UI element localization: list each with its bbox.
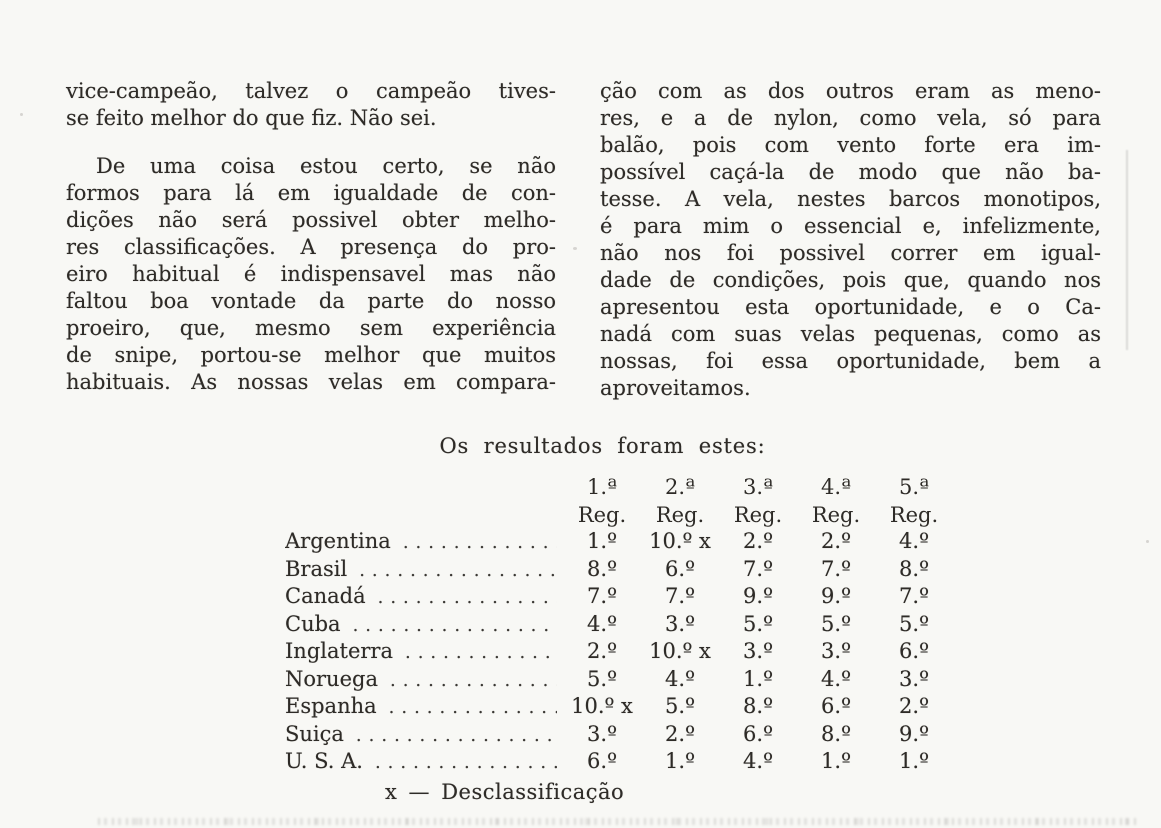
placing-cell: 2.º (899, 694, 929, 718)
placing-cell: 10.º x (649, 639, 711, 663)
table-row (285, 584, 953, 612)
placing-cell: 7.º (821, 556, 851, 581)
country-name: Argentina (285, 529, 391, 553)
paragraph (66, 153, 556, 396)
country-cell (285, 584, 563, 608)
table-row (285, 749, 953, 777)
placing-cell: 6.º (899, 639, 929, 663)
regatta-number-header: 4.ª (820, 475, 851, 499)
regatta-number-header: 3.ª (742, 475, 773, 499)
placing-cell: 4.º (587, 611, 617, 636)
country-cell (285, 667, 563, 691)
table-header-labels (563, 502, 953, 530)
dot-leader (359, 560, 557, 581)
text-line: eiro habitual é indispensavel mas não (66, 262, 556, 286)
text-line: nadá com suas velas pequenas, como as (600, 322, 1101, 346)
text-line: habituais. As nossas velas em compara- (66, 370, 556, 394)
placing-cell: 3.º (665, 611, 695, 636)
country-cell (285, 749, 563, 773)
regatta-number-header: 1.ª (586, 475, 617, 499)
country-name: Canadá (285, 584, 366, 608)
results-heading: Os resultados foram estes: (439, 434, 766, 458)
placing-cell: 3.º (587, 721, 617, 746)
text-column-left (66, 78, 556, 396)
placing-cell: 8.º (899, 556, 929, 581)
text-line: res classificações. A presença do pro- (66, 235, 556, 259)
country-cell (285, 612, 563, 636)
text-line: formos para lá em igualdade de con- (66, 181, 556, 205)
placing-cell: 1.º (899, 749, 929, 773)
placing-cell: 2.º (587, 639, 617, 663)
text-line: ção com as dos outros eram as meno- (600, 79, 1101, 103)
regatta-number-header: 5.ª (898, 475, 929, 499)
placing-cell: 7.º (743, 556, 773, 581)
country-name: U. S. A. (285, 749, 363, 773)
table-row (285, 612, 953, 640)
country-cell (285, 722, 563, 746)
table-header-numbers (563, 474, 953, 502)
placing-cell: 5.º (587, 666, 617, 691)
placing-cell: 6.º (743, 721, 773, 746)
placing-cell: 4.º (821, 666, 851, 691)
text-line: apresentou esta oportunidade, e o Ca- (600, 295, 1101, 319)
text-line: se feito melhor do que fiz. Não sei. (66, 106, 437, 130)
placing-cell: 10.º x (571, 694, 633, 718)
table-row (285, 694, 953, 722)
paper-speck (20, 113, 23, 116)
table-row (285, 667, 953, 695)
text-line: é para mim o essencial e, infelizmente, (600, 214, 1101, 238)
placing-cell: 9.º (899, 721, 929, 746)
placing-cell: 5.º (899, 611, 929, 636)
placing-cell: 8.º (821, 721, 851, 746)
text-column-right (600, 78, 1101, 402)
placing-cell: 6.º (587, 749, 617, 773)
text-line: não nos foi possivel correr em igual- (600, 241, 1101, 265)
dot-leader (390, 670, 557, 691)
placing-cell: 2.º (665, 721, 695, 746)
placing-cell: 5.º (821, 611, 851, 636)
table-row (285, 557, 953, 585)
country-cell (285, 557, 563, 581)
text-line: dições não será possivel obter melho- (66, 208, 556, 232)
placing-cell: 1.º (587, 529, 617, 553)
placing-cell: 4.º (743, 749, 773, 773)
regatta-label-header: Reg. (811, 502, 861, 527)
country-name: Suiça (285, 721, 344, 746)
placing-cell: 6.º (821, 694, 851, 718)
placing-cell: 7.º (587, 584, 617, 608)
text-line: vice-campeão, talvez o campeão tives- (66, 79, 556, 103)
country-name: Inglaterra (285, 639, 393, 663)
dot-leader (353, 615, 557, 636)
placing-cell: 7.º (665, 584, 695, 608)
table-body (285, 529, 953, 777)
paper-speck (573, 247, 577, 250)
placing-cell: 9.º (743, 584, 773, 608)
table-row (285, 639, 953, 667)
text-line: de snipe, portou-se melhor que muitos (66, 343, 556, 367)
table-row (285, 529, 953, 557)
placing-cell: 3.º (821, 639, 851, 663)
table-footnote: x — Desclassificação (385, 779, 625, 804)
dot-leader (389, 697, 557, 718)
text-line: res, e a de nylon, como vela, só para (600, 106, 1101, 130)
regatta-label-header: Reg. (733, 502, 783, 527)
cutoff-text-artifact (98, 818, 1137, 825)
text-line: faltou boa vontade da parte do nosso (66, 289, 556, 313)
paragraph (66, 78, 556, 132)
text-line: balão, pois com vento forte era im- (600, 133, 1101, 157)
placing-cell: 5.º (665, 694, 695, 718)
placing-cell: 9.º (821, 584, 851, 608)
paper-speck (1146, 540, 1149, 543)
placing-cell: 4.º (665, 666, 695, 691)
text-line: tesse. A vela, nestes barcos monotipos, (600, 187, 1101, 211)
dot-leader (356, 725, 557, 746)
table-row (285, 722, 953, 750)
text-line: De uma coisa estou certo, se não (96, 154, 556, 178)
placing-cell: 1.º (821, 749, 851, 773)
country-name: Noruega (285, 666, 378, 691)
country-name: Brasil (285, 556, 348, 581)
placing-cell: 5.º (743, 611, 773, 636)
text-line: dade de condições, pois que, quando nos (600, 268, 1101, 292)
regatta-label-header: Reg. (655, 502, 705, 527)
regatta-label-header: Reg. (889, 502, 939, 527)
results-table (285, 474, 953, 806)
placing-cell: 8.º (587, 556, 617, 581)
regatta-label-header: Reg. (577, 502, 627, 527)
placing-cell: 8.º (743, 694, 773, 718)
page-fold-line (1126, 150, 1128, 350)
placing-cell: 1.º (665, 749, 695, 773)
country-name: Espanha (285, 694, 377, 718)
regatta-number-header: 2.ª (664, 475, 695, 499)
country-cell (285, 529, 563, 553)
dot-leader (403, 532, 557, 553)
text-line: proeiro, que, mesmo sem experiência (66, 316, 556, 340)
placing-cell: 10.º x (649, 529, 711, 553)
paragraph (600, 78, 1101, 402)
country-cell (285, 694, 563, 718)
country-name: Cuba (285, 611, 341, 636)
dot-leader (375, 752, 557, 773)
placing-cell: 2.º (743, 529, 773, 553)
placing-cell: 6.º (665, 556, 695, 581)
placing-cell: 4.º (899, 529, 929, 553)
placing-cell: 1.º (743, 666, 773, 691)
dot-leader (378, 587, 557, 608)
dot-leader (405, 642, 557, 663)
placing-cell: 7.º (899, 584, 929, 608)
text-line: possível caçá-la de modo que não ba- (600, 160, 1101, 184)
placing-cell: 3.º (899, 666, 929, 691)
placing-cell: 3.º (743, 639, 773, 663)
text-line: nossas, foi essa oportunidade, bem a (600, 349, 1101, 373)
country-cell (285, 639, 563, 663)
text-line: aproveitamos. (600, 376, 751, 400)
placing-cell: 2.º (821, 529, 851, 553)
